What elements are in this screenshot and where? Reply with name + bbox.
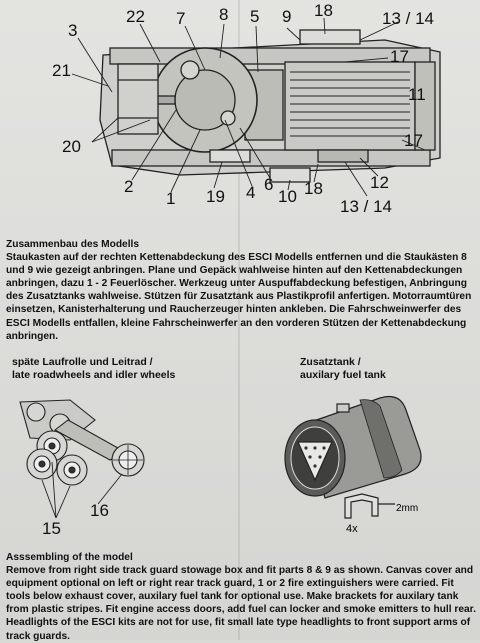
parts-diagrams (0, 384, 480, 544)
callout-22: 22 (126, 7, 145, 26)
tank-caption-de: Zusatztank / (300, 356, 361, 368)
label-16: 16 (90, 501, 109, 520)
callout-9: 9 (282, 7, 292, 26)
callout-19: 19 (206, 187, 225, 206)
roadwheels-drawing (20, 400, 144, 485)
german-body: Staukasten auf der rechten Kettenabdeckung des ESCI Modells entfernen und die Staukästen 8 und 9 wie gezeigt anbringen. Plane und Gepäck wahlweise hinten auf den Kettenabdeckungen anbringen, dazu 1 - 2 Feuerlöscher. Werkzeug unter Auspuffabdeckung befestigen, Anbringung des Zusatztanks wahlweise. Stützen für Zusatztank aus Plastikprofil anfertigen. Motorraumtüren einsetzen, Kanisterhalterung und Raucherzeuger hinten ankleben. Die Fahrschweinwerfer des ESCI Modells entfallen, kleine Fahrscheinwerfer an den vorderen Stützen der Kettenabdeckung anbringen. (6, 252, 472, 342)
callout-3: 3 (68, 21, 78, 40)
callout-8: 8 (219, 5, 229, 24)
callout-6: 6 (264, 175, 274, 194)
callout-4: 4 (246, 183, 256, 202)
tank-caption-en: auxilary fuel tank (300, 369, 386, 381)
wheels-caption (12, 356, 175, 382)
bracket-size: 2mm (396, 503, 419, 514)
wheels-caption-en: late roadwheels and idler wheels (12, 369, 176, 381)
callout-20: 20 (62, 137, 81, 156)
idler-wheel (112, 444, 144, 476)
callout-5: 5 (250, 7, 260, 26)
callout-18-top: 18 (314, 1, 333, 20)
tank-caption (300, 356, 386, 382)
callout-17-bottom: 17 (404, 131, 423, 150)
label-15: 15 (42, 519, 61, 538)
english-instructions (6, 551, 476, 643)
callout-18-bottom: 18 (304, 179, 323, 198)
callout-13-14-bottom: 13 / 14 (340, 197, 392, 216)
hull-drawing (100, 30, 440, 182)
callout-13-14-top: 13 / 14 (382, 9, 434, 28)
bracket-count: 4x (346, 523, 358, 535)
callout-21: 21 (52, 61, 71, 80)
wheels-caption-de: späte Laufrolle und Leitrad / (12, 356, 153, 368)
german-instructions (6, 238, 476, 343)
callout-2: 2 (124, 177, 134, 196)
english-heading: Asssembling of the model (6, 552, 133, 563)
callout-12: 12 (370, 173, 389, 192)
english-body: Remove from right side track guard stowage box and fit parts 8 & 9 as shown. Canvas cover and equipment optional on left or right rear track guard, 1 or 2 fire extinguishers were carried. Fit tools below exhaust cover, auxilary fuel tank for optional use. Make brackets for auxilary tank from plastic stripes. Fit engine access doors, add fuel can locker and smoke emitters to hull rear. Headlights of the ESCI kits are not for use, fit small late type headlights to front support arms of track guards. (6, 565, 476, 642)
callout-17-top: 17 (390, 47, 409, 66)
bracket-drawing (345, 494, 395, 518)
callout-1: 1 (166, 189, 176, 208)
callout-10: 10 (278, 187, 297, 206)
callout-11: 11 (408, 85, 426, 104)
german-heading: Zusammenbau des Modells (6, 239, 140, 250)
wheel-3 (57, 455, 87, 485)
callout-7: 7 (176, 9, 186, 28)
fuel-tank-drawing (285, 397, 421, 499)
tank-top-view-diagram (0, 0, 480, 232)
